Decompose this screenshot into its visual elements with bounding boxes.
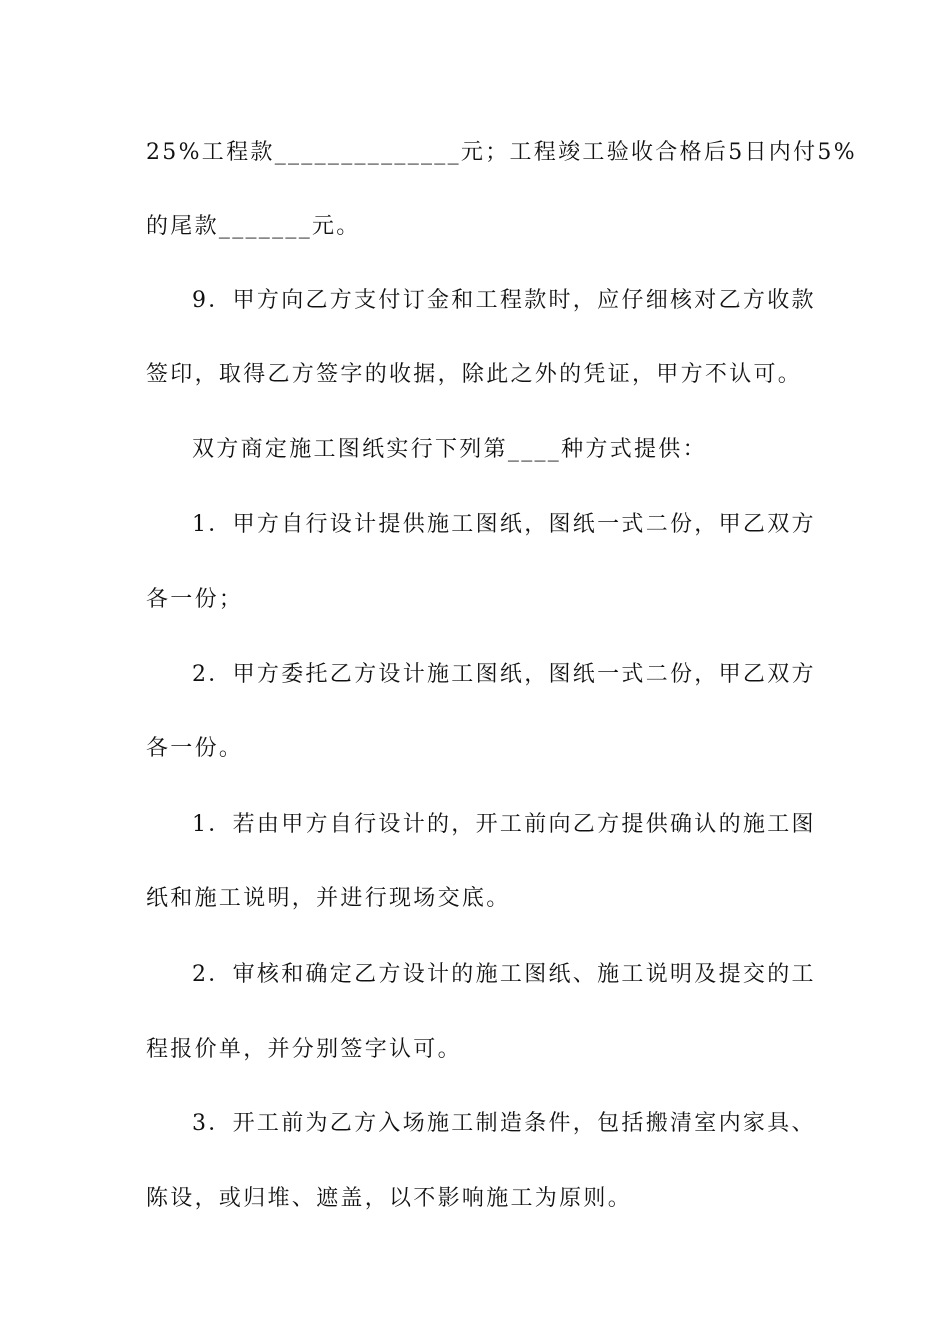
text-line: 9．甲方向乙方支付订金和工程款时，应仔细核对乙方收款 xyxy=(192,288,816,313)
text-line: 1．甲方自行设计提供施工图纸，图纸一式二份，甲乙双方 xyxy=(192,512,816,537)
text-line: 陈设，或归堆、遮盖，以不影响施工为原则。 xyxy=(146,1186,633,1211)
text-line: 各一份； xyxy=(146,587,244,612)
text-line: 纸和施工说明，并进行现场交底。 xyxy=(146,886,511,911)
text-line: 各一份。 xyxy=(146,736,244,761)
text-line: 程报价单，并分别签字认可。 xyxy=(146,1037,462,1062)
text-line: 的尾款_______元。 xyxy=(146,214,361,239)
text-line: 双方商定施工图纸实行下列第____种方式提供： xyxy=(192,437,707,462)
text-line: 2．甲方委托乙方设计施工图纸，图纸一式二份，甲乙双方 xyxy=(192,662,816,687)
text-line: 25%工程款______________元；工程竣工验收合格后5日内付5% xyxy=(146,140,857,165)
text-line: 2．审核和确定乙方设计的施工图纸、施工说明及提交的工 xyxy=(192,962,816,987)
text-line: 签印，取得乙方签字的收据，除此之外的凭证，甲方不认可。 xyxy=(146,362,803,387)
text-line: 1．若由甲方自行设计的，开工前向乙方提供确认的施工图 xyxy=(192,812,816,837)
text-line: 3．开工前为乙方入场施工制造条件，包括搬清室内家具、 xyxy=(192,1111,816,1136)
